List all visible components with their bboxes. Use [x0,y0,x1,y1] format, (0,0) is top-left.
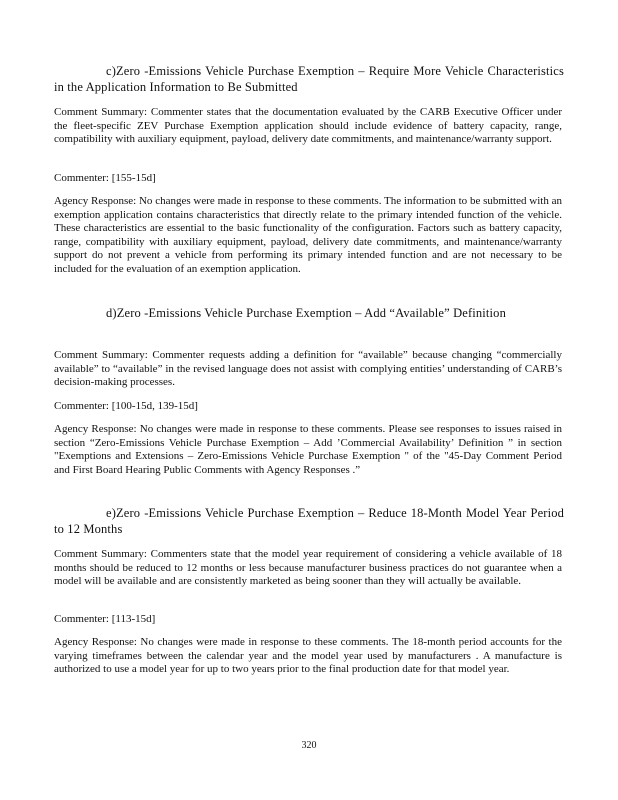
section-e-comment-summary: Comment Summary: Commenters state that the model year requirement of considering a vehicle available of 18 months should be reduced to 12 months or less because manufacturer business practices do not guarantee when a model will be available and are consistently marketed as being sooner than they will actually be available. [54,548,562,588]
page-number: 320 [301,740,317,751]
section-c-agency-response: Agency Response: No changes were made in response to these comments. The information to be submitted with an exemption application contains characteristics that directly relate to the primary intended function of the vehicle. These characteristics are essential to the basic functionality of the configuration. Factors such as battery capacity, range, compatibility with auxiliary equipment, payload, delivery date commitments, and maintenance/warranty support do not prevent a vehicle from performing its primary intended function and are not necessary to be included for the evaluation of an exemption application. [54,195,562,275]
section-e-commenter: Commenter: [113-15d] [54,613,156,625]
section-e-agency-response: Agency Response: No changes were made in response to these comments. The 18-month period accounts for the varying timeframes between the calendar year and the model year used by manufacturers . A manufacture is authorized to use a model year for up to two years prior to the final production date for that model year. [54,636,562,676]
section-e-heading: e)Zero -Emissions Vehicle Purchase Exemption – Reduce 18-Month Model Year Period to 12 Months [54,506,564,536]
section-d-commenter: Commenter: [100-15d, 139-15d] [54,400,198,412]
section-d-agency-response: Agency Response: No changes were made in response to these comments. Please see responses to issues raised in section “Zero-Emissions Vehicle Purchase Exemption – Add ’Commercial Availability’ Definition ” in section "Exemptions and Extensions – Zero-Emissions Vehicle Purchase Exemption " of the "45-Day Comment Period and First Board Hearing Public Comments with Agency Responses .” [54,423,562,476]
section-d-comment-summary: Comment Summary: Commenter requests adding a definition for “available” because changing “commercially available” to “available” in the revised language does not assist with complying entities’ understanding of CARB’s decision-making processes. [54,349,562,389]
section-d-heading: d)Zero -Emissions Vehicle Purchase Exemption – Add “Available” Definition [106,306,506,320]
section-c-commenter: Commenter: [155-15d] [54,172,156,184]
section-c-comment-summary: Comment Summary: Commenter states that the documentation evaluated by the CARB Executive Officer under the fleet-specific ZEV Purchase Exemption application should include evidence of battery capacity, range, compatibility with auxiliary equipment, payload, delivery date commitments, and maintenance/warranty support. [54,106,562,146]
section-c-heading: c)Zero -Emissions Vehicle Purchase Exemption – Require More Vehicle Characteristics in the Application Information to Be Submitted [54,64,564,94]
